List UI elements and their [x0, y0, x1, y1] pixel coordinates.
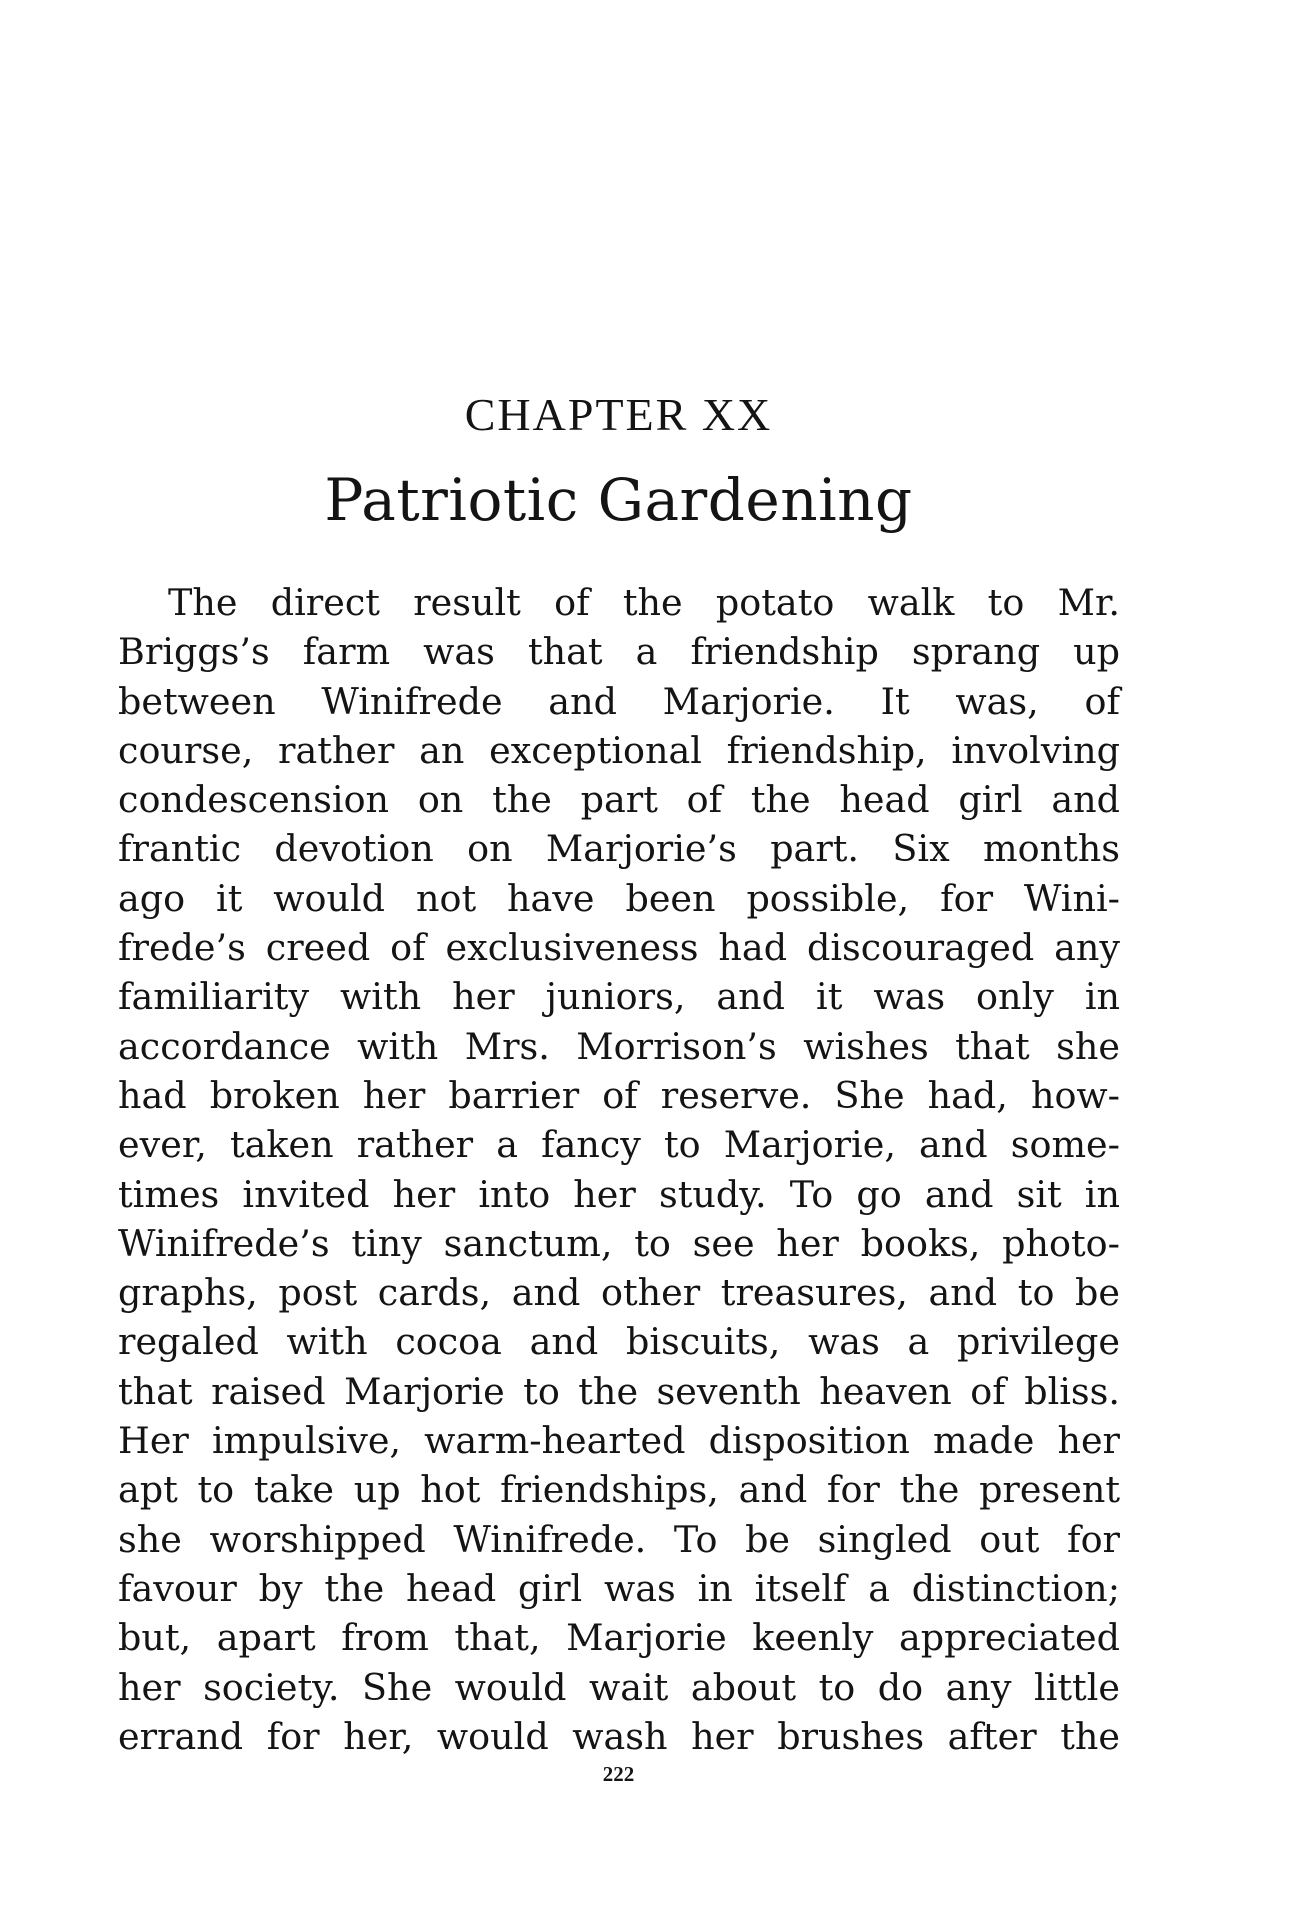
text-line: favour by the head girl was in itself a distinction; — [118, 1566, 1120, 1610]
text-line: her society. She would wait about to do any little — [118, 1665, 1120, 1709]
text-line: condescension on the part of the head girl and — [118, 778, 1120, 822]
text-line: Winifrede’s tiny sanctum, to see her books, photo- — [118, 1221, 1120, 1265]
text-line: ago it would not have been possible, for Wini- — [118, 876, 1120, 920]
text-line: frantic devotion on Marjorie’s part. Six months — [118, 827, 1120, 871]
text-line: ever, taken rather a fancy to Marjorie, and some- — [118, 1123, 1120, 1167]
text-line: between Winifrede and Marjorie. It was, of — [118, 679, 1120, 723]
text-line: that raised Marjorie to the seventh heaven of bliss. — [118, 1369, 1120, 1413]
chapter-number: CHAPTER XX — [464, 389, 773, 440]
text-line: had broken her barrier of reserve. She had, how- — [118, 1073, 1120, 1117]
text-line: times invited her into her study. To go and sit in — [118, 1172, 1120, 1216]
text-line: course, rather an exceptional friendship, involving — [118, 728, 1120, 772]
body-text — [118, 578, 1120, 1761]
text-line: accordance with Mrs. Morrison’s wishes that she — [118, 1024, 1120, 1068]
text-line: but, apart from that, Marjorie keenly appreciated — [118, 1616, 1120, 1660]
text-line: Her impulsive, warm-hearted disposition made her — [118, 1419, 1120, 1463]
text-line: regaled with cocoa and biscuits, was a privilege — [118, 1320, 1120, 1364]
text-line: errand for her, would wash her brushes after the — [118, 1714, 1120, 1758]
text-line: she worshipped Winifrede. To be singled out for — [118, 1517, 1120, 1561]
text-line: graphs, post cards, and other treasures, and to be — [118, 1271, 1120, 1315]
text-line: Briggs’s farm was that a friendship sprang up — [118, 630, 1120, 674]
text-line: frede’s creed of exclusiveness had discouraged any — [118, 926, 1120, 970]
chapter-title: Patriotic Gardening — [324, 466, 913, 534]
text-line: The direct result of the potato walk to Mr. — [168, 581, 1120, 624]
text-line: familiarity with her juniors, and it was only in — [118, 975, 1120, 1019]
page-number: 222 — [602, 1762, 635, 1786]
text-line: apt to take up hot friendships, and for the present — [118, 1468, 1120, 1512]
